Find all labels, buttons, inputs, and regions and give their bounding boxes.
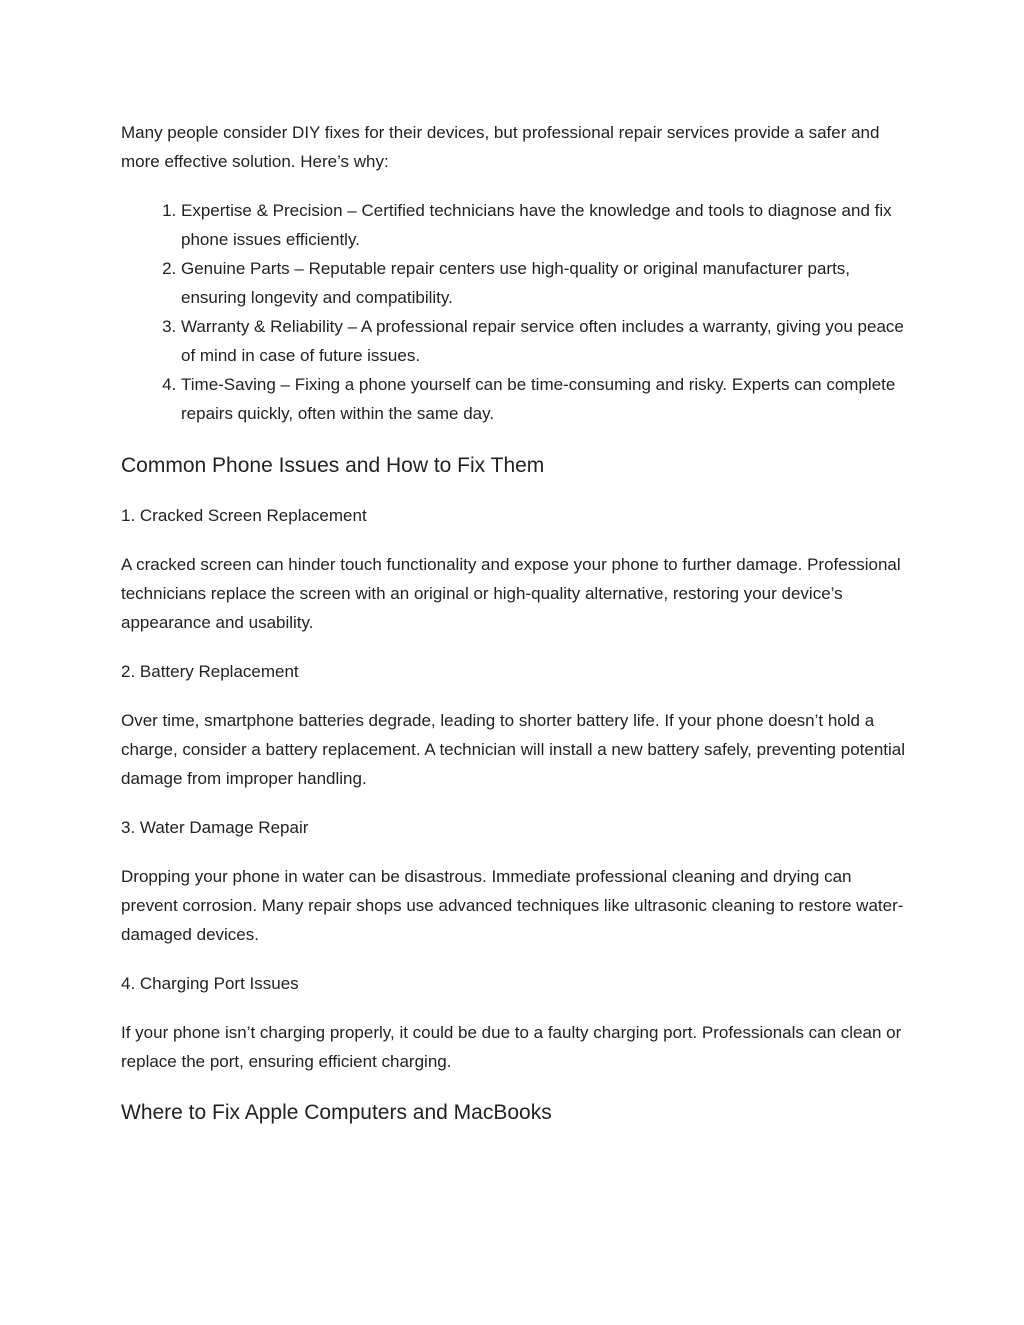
- issue-text-cracked-screen: A cracked screen can hinder touch functionality and expose your phone to further damage. Professional technicians replace the screen with an original or high-quality alternative, restoring your device’s appearance and usability.: [121, 555, 901, 632]
- reasons-list: [121, 196, 911, 428]
- issue-text-battery: Over time, smartphone batteries degrade, leading to shorter battery life. If your phone doesn’t hold a charge, consider a battery replacement. A technician will install a new battery safely, preventing potential damage from improper handling.: [121, 711, 906, 788]
- issue-title-cracked-screen: 1. Cracked Screen Replacement: [121, 506, 367, 525]
- list-item: 4. Time-Saving – Fixing a phone yourself can be time-consuming and risky. Experts can complete repairs quickly, often within the same day.: [181, 370, 911, 428]
- issue-title-charging-port: 4. Charging Port Issues: [121, 974, 299, 993]
- issue-title-battery: 2. Battery Replacement: [121, 662, 299, 681]
- issue-text-water-damage: Dropping your phone in water can be disastrous. Immediate professional cleaning and drying can prevent corrosion. Many repair shops use advanced techniques like ultrasonic cleaning to restore water-damaged devices.: [121, 867, 904, 944]
- common-issues-heading: Common Phone Issues and How to Fix Them: [121, 454, 545, 477]
- issue-title-water-damage: 3. Water Damage Repair: [121, 818, 309, 837]
- document-page: [121, 118, 911, 1148]
- list-item: 3. Warranty & Reliability – A professional repair service often includes a warranty, giving you peace of mind in case of future issues.: [181, 312, 911, 370]
- apple-section-heading: Where to Fix Apple Computers and MacBooks: [121, 1101, 552, 1124]
- issue-text-charging-port: If your phone isn’t charging properly, it could be due to a faulty charging port. Professionals can clean or replace the port, ensuring efficient charging.: [121, 1023, 902, 1071]
- list-item: 1. Expertise & Precision – Certified technicians have the knowledge and tools to diagnose and fix phone issues efficiently.: [181, 196, 911, 254]
- list-item: 2. Genuine Parts – Reputable repair centers use high-quality or original manufacturer parts, ensuring longevity and compatibility.: [181, 254, 911, 312]
- intro-paragraph: Many people consider DIY fixes for their devices, but professional repair services provide a safer and more effective solution. Here’s why:: [121, 123, 880, 171]
